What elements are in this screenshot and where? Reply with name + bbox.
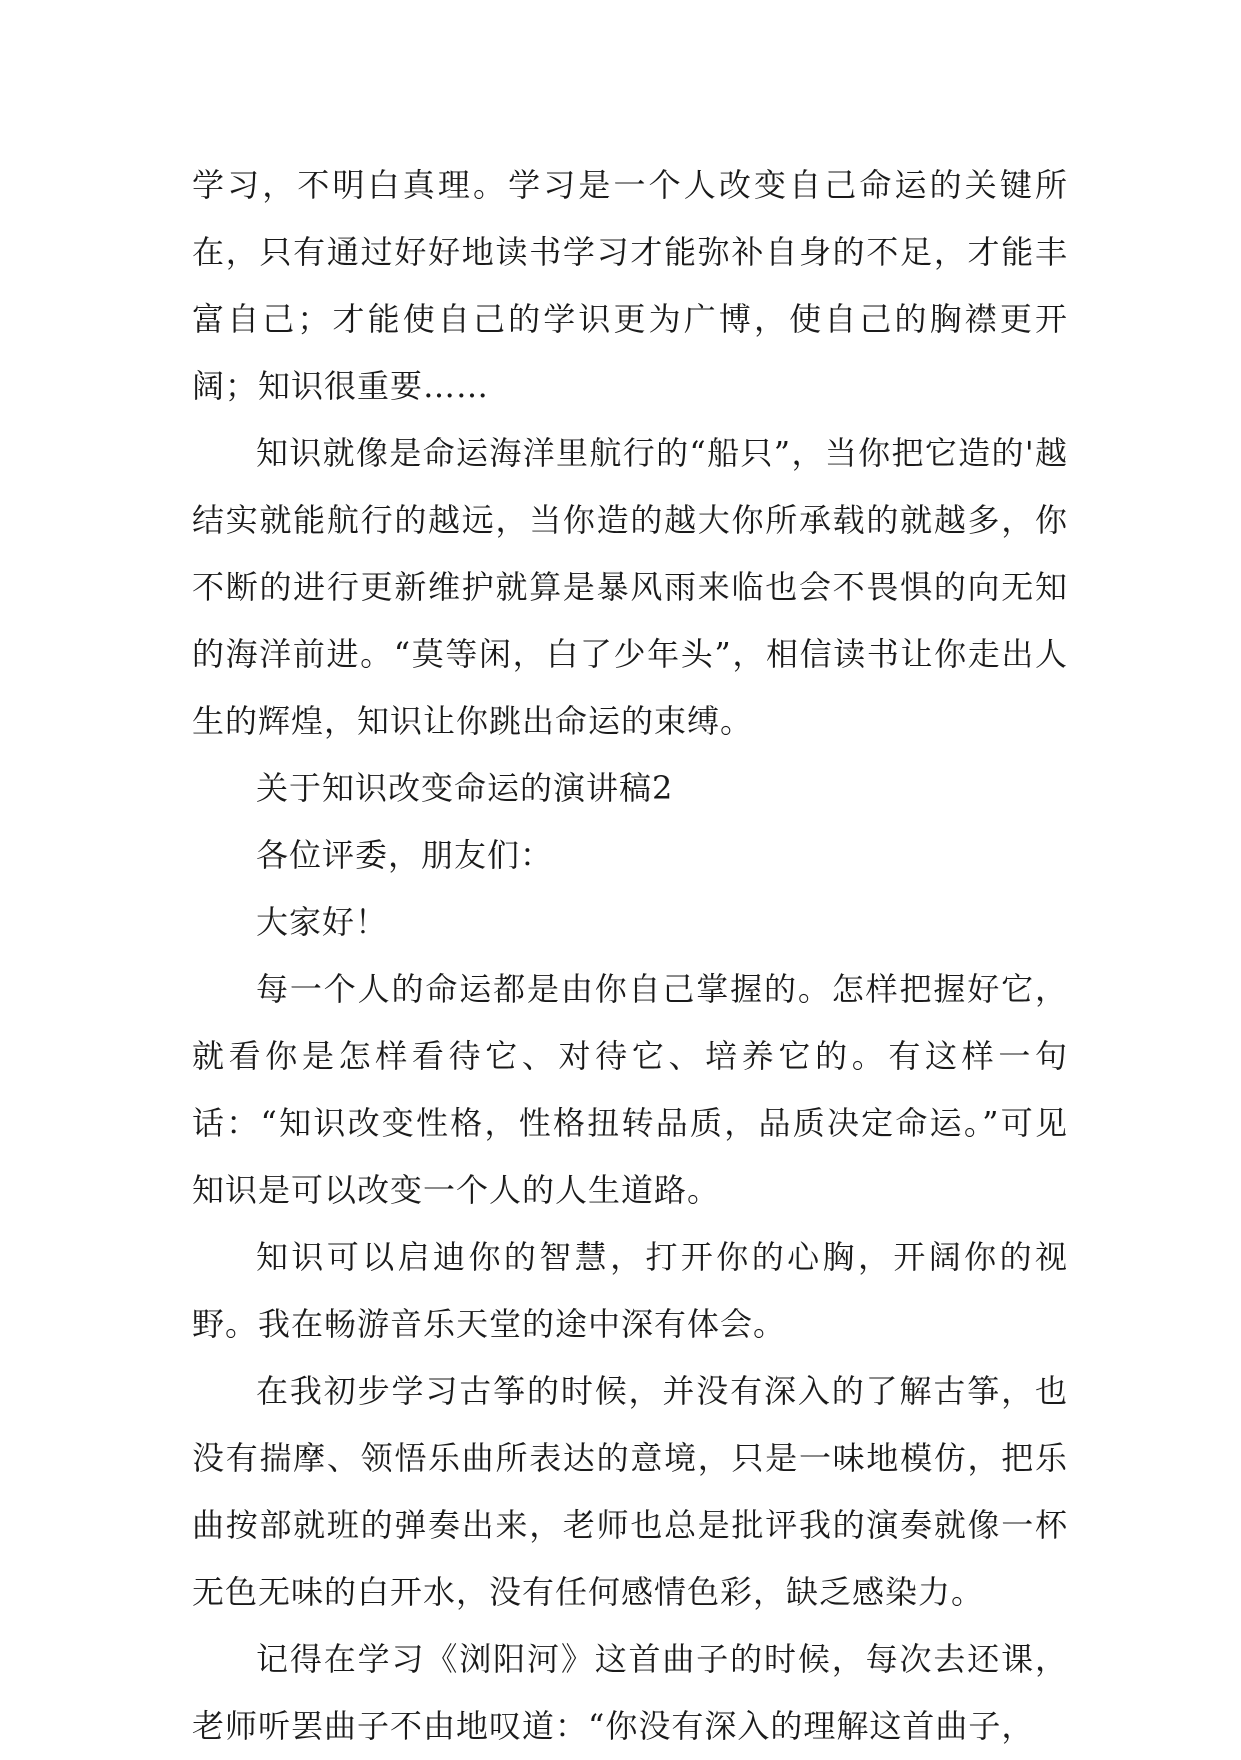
paragraph-8: 在我初步学习古筝的时候，并没有深入的了解古筝，也没有揣摩、领悟乐曲所表达的意境，只是一味地模仿，把乐曲按部就班的弹奏出来，老师也总是批评我的演奏就像一杯无色无味的白开水，没有任何感情色彩，缺乏感染力。 xyxy=(192,1372,1068,1611)
paragraph-2: 知识就像是命运海洋里航行的“船只”，当你把它造的'越结实就能航行的越远，当你造的越大你所承载的就越多，你不断的进行更新维护就算是暴风雨来临也会不畏惧的向无知的海洋前进。“莫等闲，白了少年头”，相信读书让你走出人生的辉煌，知识让你跳出命运的束缚。 xyxy=(192,434,1068,740)
section-heading: 关于知识改变命运的演讲稿2 xyxy=(256,769,674,807)
document-body xyxy=(192,152,1068,1760)
salutation: 各位评委，朋友们： xyxy=(256,836,554,874)
greeting: 大家好！ xyxy=(256,903,389,941)
paragraph-1: 学习，不明白真理。学习是一个人改变自己命运的关键所在，只有通过好好地读书学习才能弥补自身的不足，才能丰富自己；才能使自己的学识更为广博，使自己的胸襟更开阔；知识很重要…… xyxy=(192,166,1068,405)
paragraph-7: 知识可以启迪你的智慧，打开你的心胸，开阔你的视野。我在畅游音乐天堂的途中深有体会。 xyxy=(192,1238,1068,1343)
paragraph-9: 记得在学习《浏阳河》这首曲子的时候，每次去还课，老师听罢曲子不由地叹道：“你没有深入的理解这首曲子， xyxy=(192,1640,1068,1745)
paragraph-6: 每一个人的命运都是由你自己掌握的。怎样把握好它，就看你是怎样看待它、对待它、培养它的。有这样一句话：“知识改变性格，性格扭转品质，品质决定命运。”可见知识是可以改变一个人的人生道路。 xyxy=(192,970,1068,1209)
